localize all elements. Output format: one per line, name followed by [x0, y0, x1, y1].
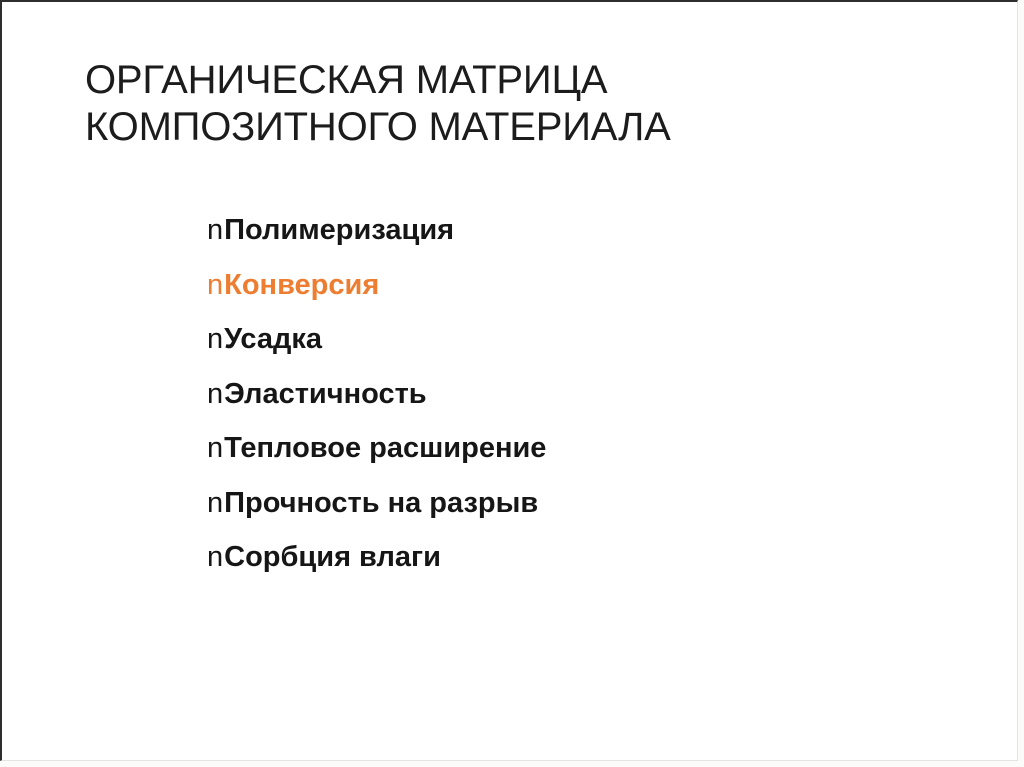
bullet-glyph: n: [207, 377, 224, 410]
bullet-label: Сорбция влаги: [224, 541, 441, 573]
bullet-label: Конверсия: [224, 268, 380, 301]
bullet-list: [207, 203, 546, 585]
slide-title: ОРГАНИЧЕСКАЯ МАТРИЦА КОМПОЗИТНОГО МАТЕРИАЛА: [85, 58, 671, 149]
bullet-label: Полимеризация: [224, 214, 455, 246]
bullet-glyph: n: [207, 323, 224, 355]
list-item: [207, 203, 546, 258]
bullet-label: Прочность на разрыв: [224, 486, 539, 519]
list-item: [207, 258, 546, 313]
bullet-label: Эластичность: [224, 377, 427, 410]
bullet-label: Усадка: [224, 323, 323, 355]
bullet-label: Тепловое расширение: [224, 432, 547, 464]
bullet-glyph: n: [207, 268, 224, 301]
bullet-glyph: n: [207, 432, 224, 464]
list-item: [207, 367, 546, 422]
list-item: [207, 530, 546, 585]
bullet-glyph: n: [207, 486, 224, 519]
list-item: [207, 476, 546, 531]
list-item: [207, 421, 546, 476]
list-item: [207, 312, 546, 367]
bullet-glyph: n: [207, 214, 224, 246]
bullet-glyph: n: [207, 541, 224, 573]
